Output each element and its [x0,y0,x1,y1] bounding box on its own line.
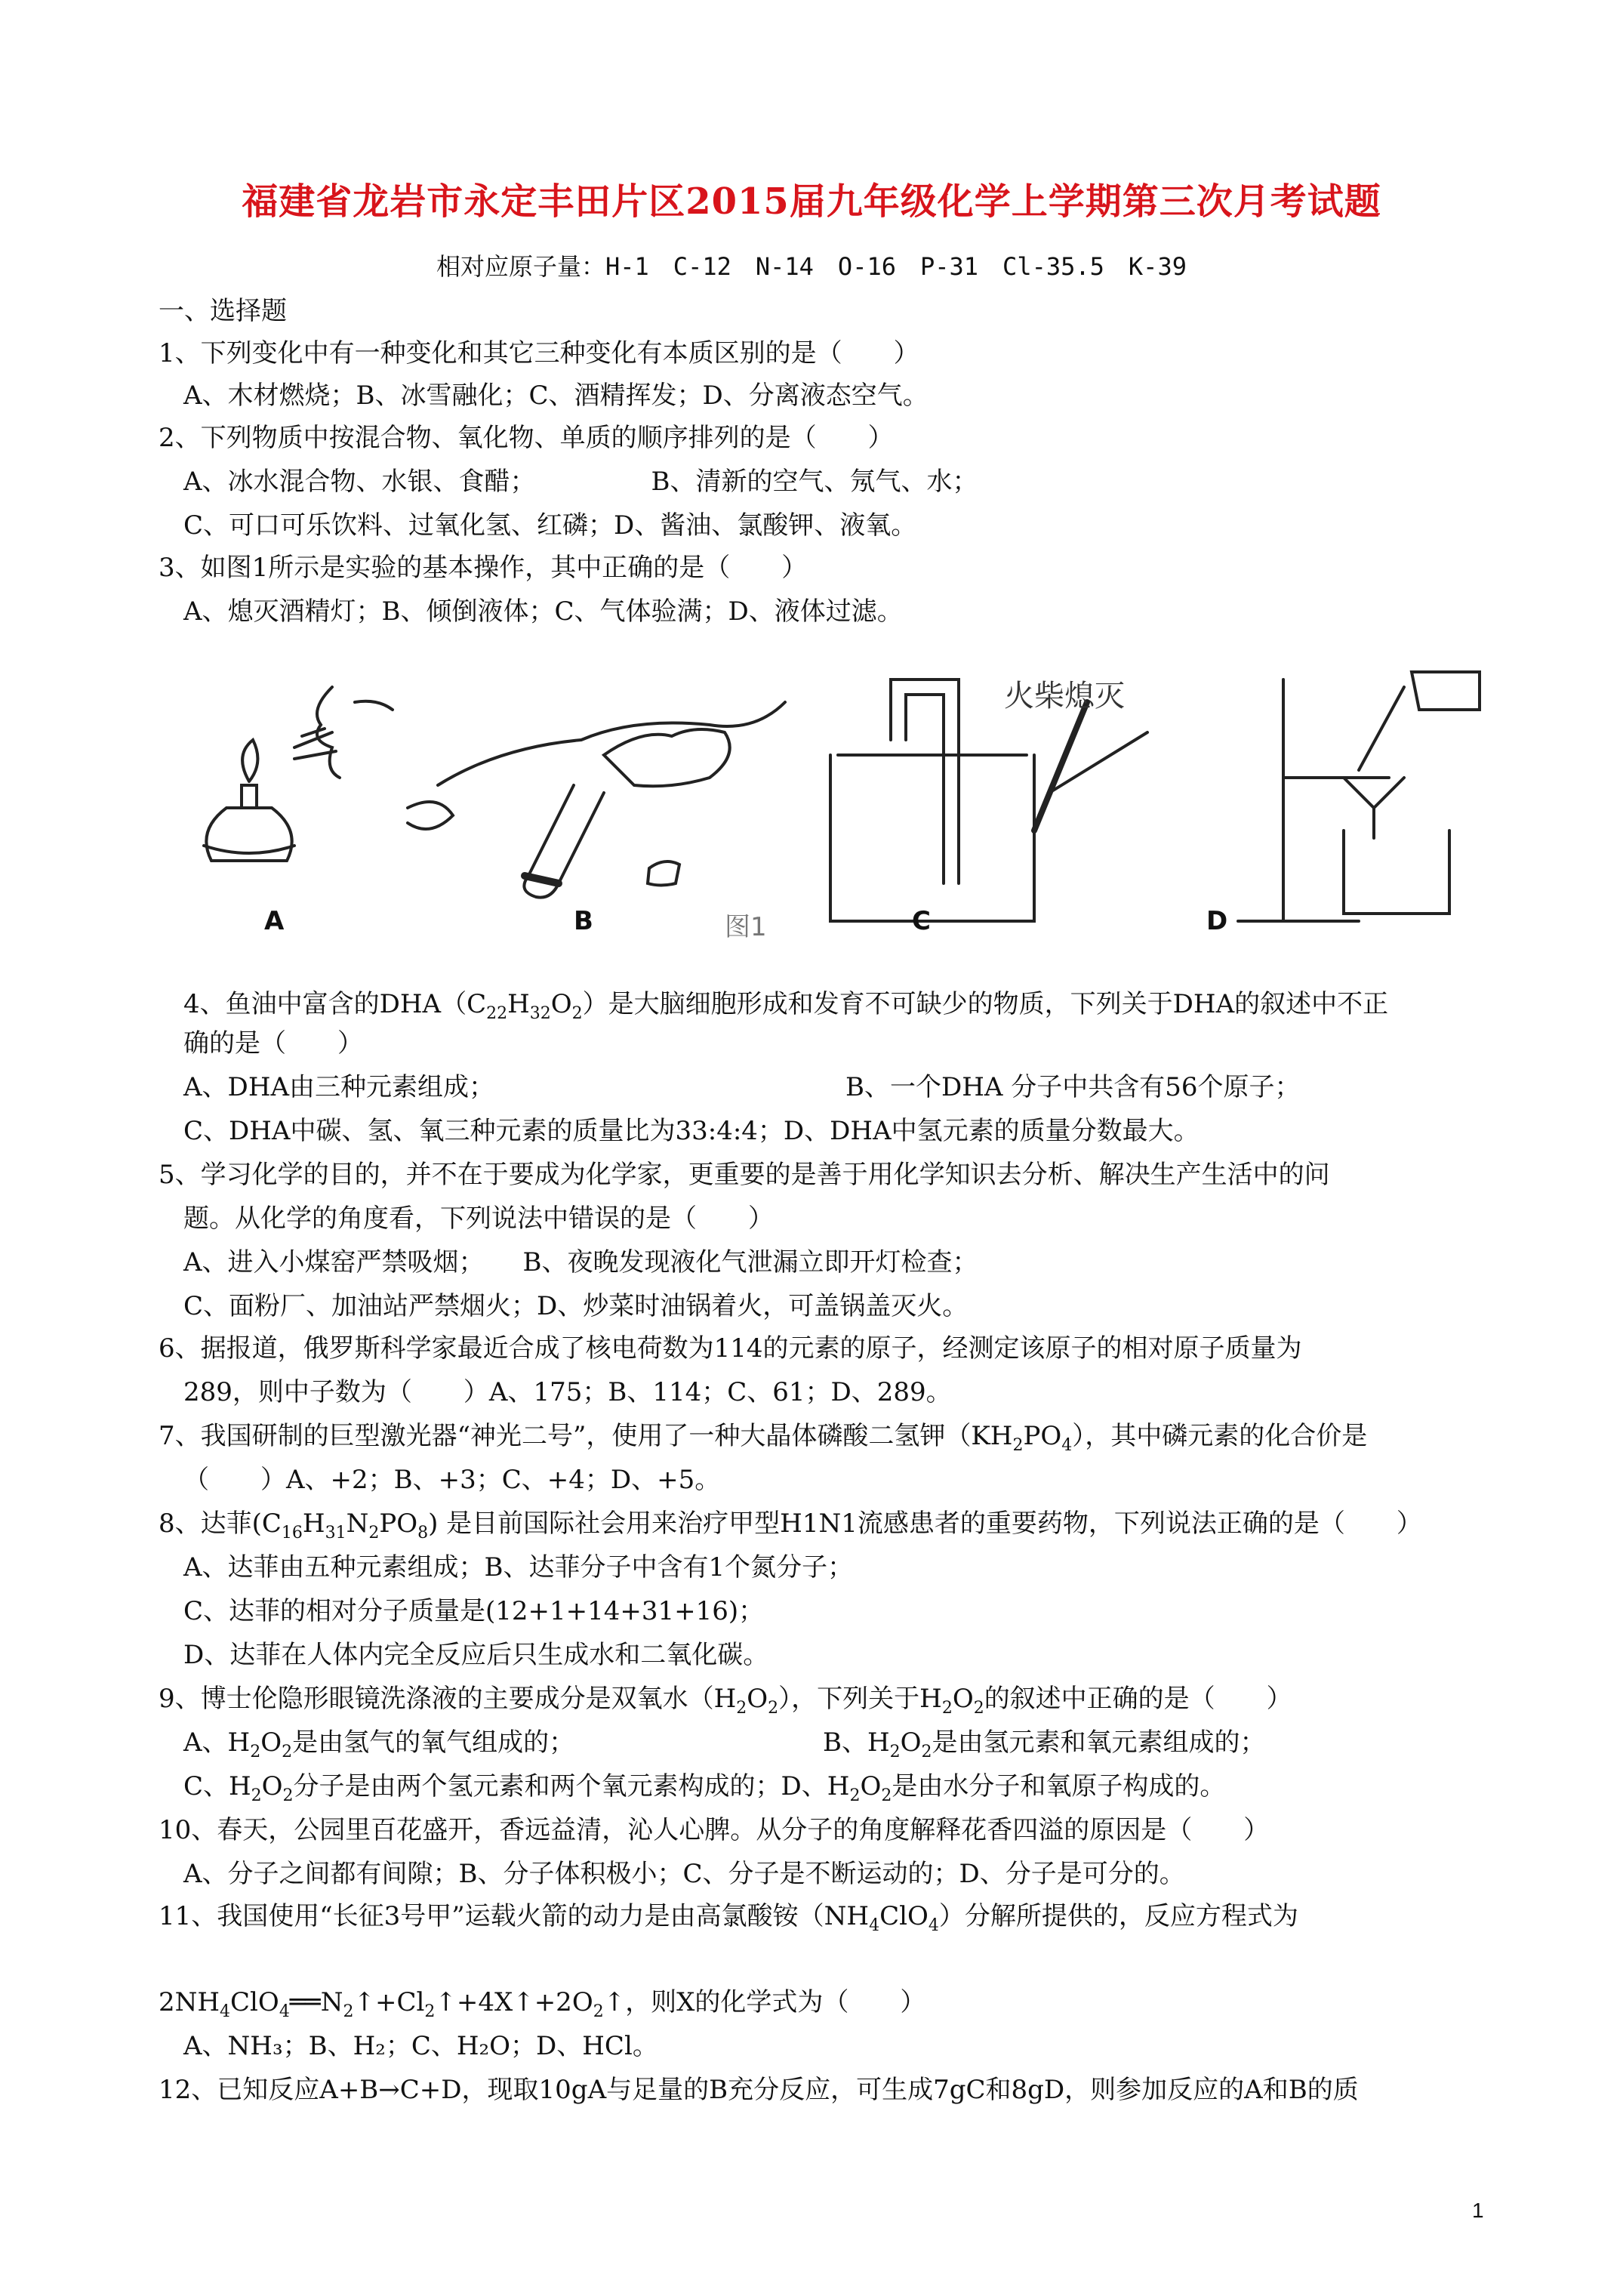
filtration-drawing [1238,672,1480,921]
question-11-options: A、NH₃；B、H₂；C、H₂O；D、HCl。 [183,2031,658,2061]
section-heading: 一、选择题 [159,296,287,326]
figure-annotation: 火柴熄灭 [1004,679,1125,713]
question-3: 3、如图1所示是实验的基本操作，其中正确的是（ ） [159,553,808,583]
question-11-equation: $2NH_4ClO_4══N_2↑+Cl_2↑+4X↑+2O_2↑$，则X的化学式为（ ） [159,1987,926,2021]
question-1-options: A、木材燃烧；B、冰雪融化；C、酒精挥发；D、分离液态空气。 [183,381,929,411]
question-5-options-ab: A、进入小煤窑严禁吸烟； B、夜晚发现液化气泄漏立即开灯检查； [183,1247,978,1277]
question-2: 2、下列物质中按混合物、氧化物、单质的顺序排列的是（ ） [159,423,894,453]
question-5-options-cd: C、面粉厂、加油站严禁烟火；D、炒菜时油锅着火，可盖锅盖灭火。 [183,1291,969,1321]
question-10: 10、春天，公园里百花盛开，香远益清，沁人心脾。从分子的角度解释花香四溢的原因是（ ） [159,1815,1270,1845]
figure-label-b: B [574,906,593,936]
question-6: 6、据报道，俄罗斯科学家最近合成了核电荷数为114的元素的原子，经测定该原子的相对原子质量为 [159,1333,1302,1364]
question-7-cont: （ ）A、+2；B、+3；C、+4；D、+5。 [183,1465,721,1495]
question-4-options-cd: C、DHA中碳、氢、氧三种元素的质量比为33:4:4；D、DHA中氢元素的质量分数最大。 [183,1116,1200,1146]
lab-operations-illustration [181,657,1540,944]
question-8-option-c: C、达菲的相对分子质量是(12+1+14+31+16)； [183,1596,765,1626]
question-2-options-ab: A、冰水混合物、水银、食醋； B、清新的空气、氖气、水； [183,467,978,497]
pouring-liquid-drawing [408,702,785,898]
atomic-masses: 相对应原子量：H-1 C-12 N-14 O-16 P-31 Cl-35.5 K-39 [436,252,1187,281]
question-9-option-a: A、$H_2O_2$是由氢气的氧气组成的； [183,1727,575,1761]
page-title: 福建省龙岩市永定丰田片区2015届九年级化学上学期第三次月考试题 [242,180,1381,223]
question-12: 12、已知反应A+B→C+D，现取10gA与足量的B充分反应，可生成7gC和8gD，则参加反应的A和B的质 [159,2075,1359,2105]
gas-collection-drawing [830,680,1147,921]
alcohol-lamp-drawing [204,687,393,861]
question-5-cont: 题。从化学的角度看，下列说法中错误的是（ ） [183,1203,774,1234]
figure-1 [181,657,1540,944]
question-8-options-ab: A、达菲由五种元素组成；B、达菲分子中含有1个氮分子； [183,1552,854,1583]
figure-caption: 图1 [725,912,767,942]
question-8-option-d: D、达菲在人体内完全反应后只生成水和二氧化碳。 [183,1640,769,1670]
question-10-options: A、分子之间都有间隙；B、分子体积极小；C、分子是不断运动的；D、分子是可分的。 [183,1859,1185,1889]
question-4-option-a: A、DHA由三种元素组成； [183,1072,495,1102]
question-11: 11、我国使用“长征3号甲”运载火箭的动力是由高氯酸铵$(NH_4ClO_4)$分解所提供的，反应方程式为 [159,1901,1298,1935]
question-9-option-b: B、$H_2O_2$是由氢元素和氧元素组成的； [823,1727,1266,1761]
question-9: 9、博士伦隐形眼镜洗涤液的主要成分是双氧水$(H_2O_2)$，下列关于$H_2O_2$的叙述中正确的是（ ） [159,1684,1292,1718]
question-2-options-cd: C、可口可乐饮料、过氧化氢、红磷；D、酱油、氯酸钾、液氧。 [183,510,917,541]
question-4-option-b: B、一个DHA 分子中共含有56个原子； [845,1072,1301,1102]
figure-label-d: D [1206,906,1228,936]
question-9-options-cd: C、$H_2O_2$分子是由两个氢元素和两个氧元素构成的；D、$H_2O_2$是由水分子和氧原子构成的。 [183,1771,1226,1805]
question-8: 8、达菲$(C_{16}H_{31}N_2PO_8)$ 是目前国际社会用来治疗甲型H1N1流感患者的重要药物，下列说法正确的是（ ） [159,1509,1422,1542]
question-4-cont: 确的是（ ） [183,1028,363,1059]
question-3-options: A、熄灭酒精灯；B、倾倒液体；C、气体验满；D、液体过滤。 [183,596,903,627]
question-7: 7、我国研制的巨型激光器“神光二号”，使用了一种大晶体磷酸二氢钾$(KH_2PO_4)$，其中磷元素的化合价是 [159,1421,1368,1455]
question-4: 4、鱼油中富含的$DHA(C_{22}H_{32}O_2)$是大脑细胞形成和发育不可缺少的物质，下列关于DHA的叙述中不正 [183,989,1389,1023]
figure-label-c: C [912,906,931,936]
page-number: 1 [1472,2199,1484,2222]
question-1: 1、下列变化中有一种变化和其它三种变化有本质区别的是（ ） [159,338,919,368]
question-5: 5、学习化学的目的，并不在于要成为化学家，更重要的是善于用化学知识去分析、解决生产生活中的问 [159,1160,1330,1190]
figure-label-a: A [264,906,285,936]
question-6-cont: 289，则中子数为（ ）A、175；B、114；C、61；D、289。 [183,1377,952,1407]
